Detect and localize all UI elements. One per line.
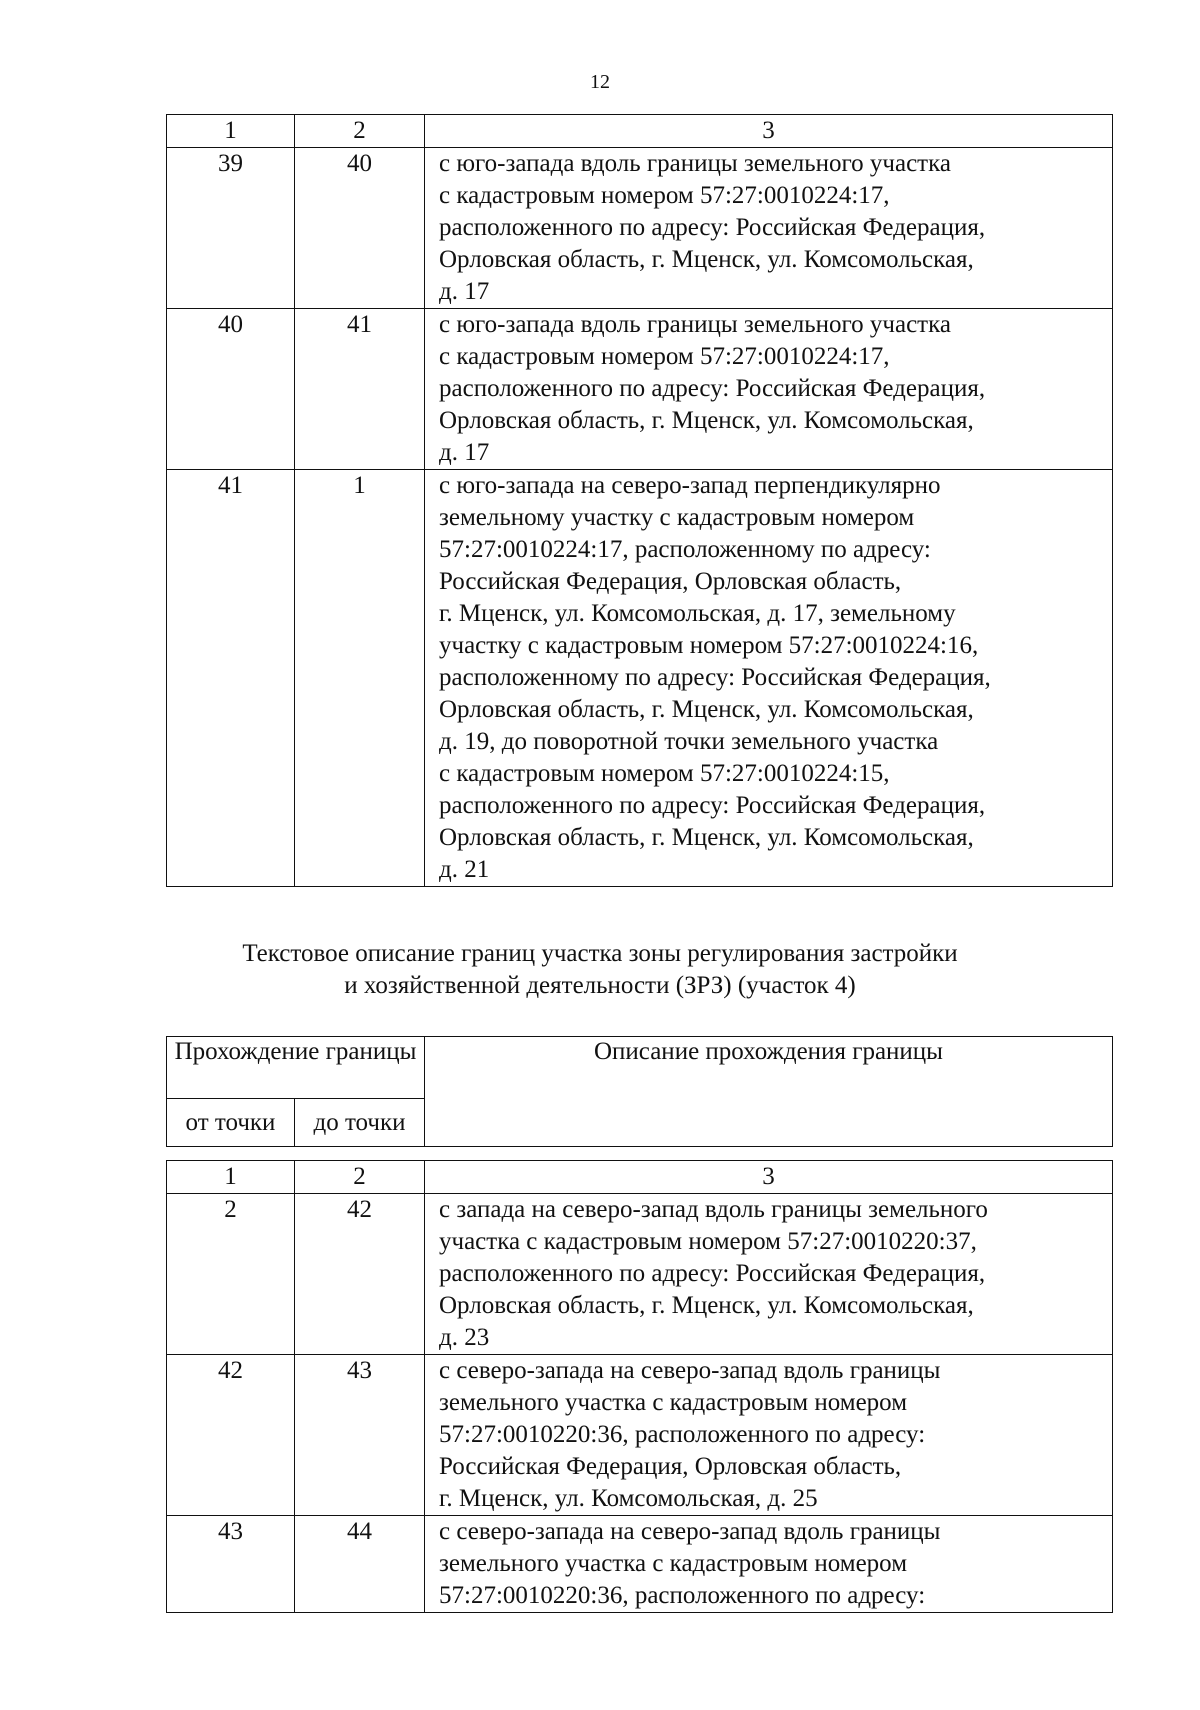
table-row xyxy=(167,1194,1113,1355)
to-point: 44 xyxy=(295,1516,425,1613)
boundary-description: с северо-запада на северо-запад вдоль границы земельного участка с кадастровым номером 57:27:0010220:36, расположенного по адресу: xyxy=(425,1516,1113,1613)
table-row xyxy=(167,1516,1113,1613)
from-point: 42 xyxy=(167,1355,295,1516)
column-number-2: 2 xyxy=(295,1161,425,1194)
from-point: 40 xyxy=(167,309,295,470)
column-number-row xyxy=(167,115,1113,148)
column-number-1: 1 xyxy=(167,115,295,148)
boundary-description: с юго-запада вдоль границы земельного участка с кадастровым номером 57:27:0010224:17, расположенного по адресу: Российская Федерация, Орловская область, г. Мценск, ул. Комсомольская, д. 17 xyxy=(425,309,1113,470)
to-point-header: до точки xyxy=(295,1099,425,1147)
column-number-3: 3 xyxy=(425,1161,1113,1194)
column-number-row xyxy=(167,1161,1113,1194)
column-number-3: 3 xyxy=(425,115,1113,148)
to-point: 40 xyxy=(295,148,425,309)
to-point: 42 xyxy=(295,1194,425,1355)
from-point-header: от точки xyxy=(167,1099,295,1147)
table-row xyxy=(167,1355,1113,1516)
boundary-description: с запада на северо-запад вдоль границы земельного участка с кадастровым номером 57:27:0010220:37, расположенного по адресу: Российская Федерация, Орловская область, г. Мценск, ул. Комсомольская, д. 23 xyxy=(425,1194,1113,1355)
column-number-2: 2 xyxy=(295,115,425,148)
from-point: 39 xyxy=(167,148,295,309)
from-point: 2 xyxy=(167,1194,295,1355)
table-row xyxy=(167,470,1113,887)
boundary-description: с юго-запада вдоль границы земельного участка с кадастровым номером 57:27:0010224:17, расположенного по адресу: Российская Федерация, Орловская область, г. Мценск, ул. Комсомольская, д. 17 xyxy=(425,148,1113,309)
page-number: 12 xyxy=(590,71,610,93)
from-point: 43 xyxy=(167,1516,295,1613)
to-point: 41 xyxy=(295,309,425,470)
to-point: 1 xyxy=(295,470,425,887)
section-title: Текстовое описание границ участка зоны регулирования застройки и хозяйственной деятельности (ЗРЗ) (участок 4) xyxy=(242,940,958,999)
to-point: 43 xyxy=(295,1355,425,1516)
description-header: Описание прохождения границы xyxy=(425,1037,1113,1147)
boundary-table-2 xyxy=(166,1160,1113,1613)
boundary-description: с северо-запада на северо-запад вдоль границы земельного участка с кадастровым номером 57:27:0010220:36, расположенного по адресу: Российская Федерация, Орловская область, г. Мценск, ул. Комсомольская, д. 25 xyxy=(425,1355,1113,1516)
column-number-1: 1 xyxy=(167,1161,295,1194)
boundary-description: с юго-запада на северо-запад перпендикулярно земельному участку с кадастровым номером 57:27:0010224:17, расположенному по адресу: Российская Федерация, Орловская область, г. Мценск, ул. Комсомольская, д. 17, земельному участку с кадастровым номером 57:27:0010224:16, расположенному по адресу: Российская Федерация, Орловская область, г. Мценск, ул. Комсомольская, д. 19, до поворотной точки земельного участка с кадастровым номером 57:27:0010224:15, расположенного по адресу: Российская Федерация, Орловская область, г. Мценск, ул. Комсомольская, д. 21 xyxy=(425,470,1113,887)
boundary-table-2-header xyxy=(166,1036,1113,1147)
passage-header: Прохождение границы xyxy=(167,1037,425,1099)
from-point: 41 xyxy=(167,470,295,887)
table-row xyxy=(167,148,1113,309)
table-row xyxy=(167,309,1113,470)
boundary-table-1 xyxy=(166,114,1113,887)
